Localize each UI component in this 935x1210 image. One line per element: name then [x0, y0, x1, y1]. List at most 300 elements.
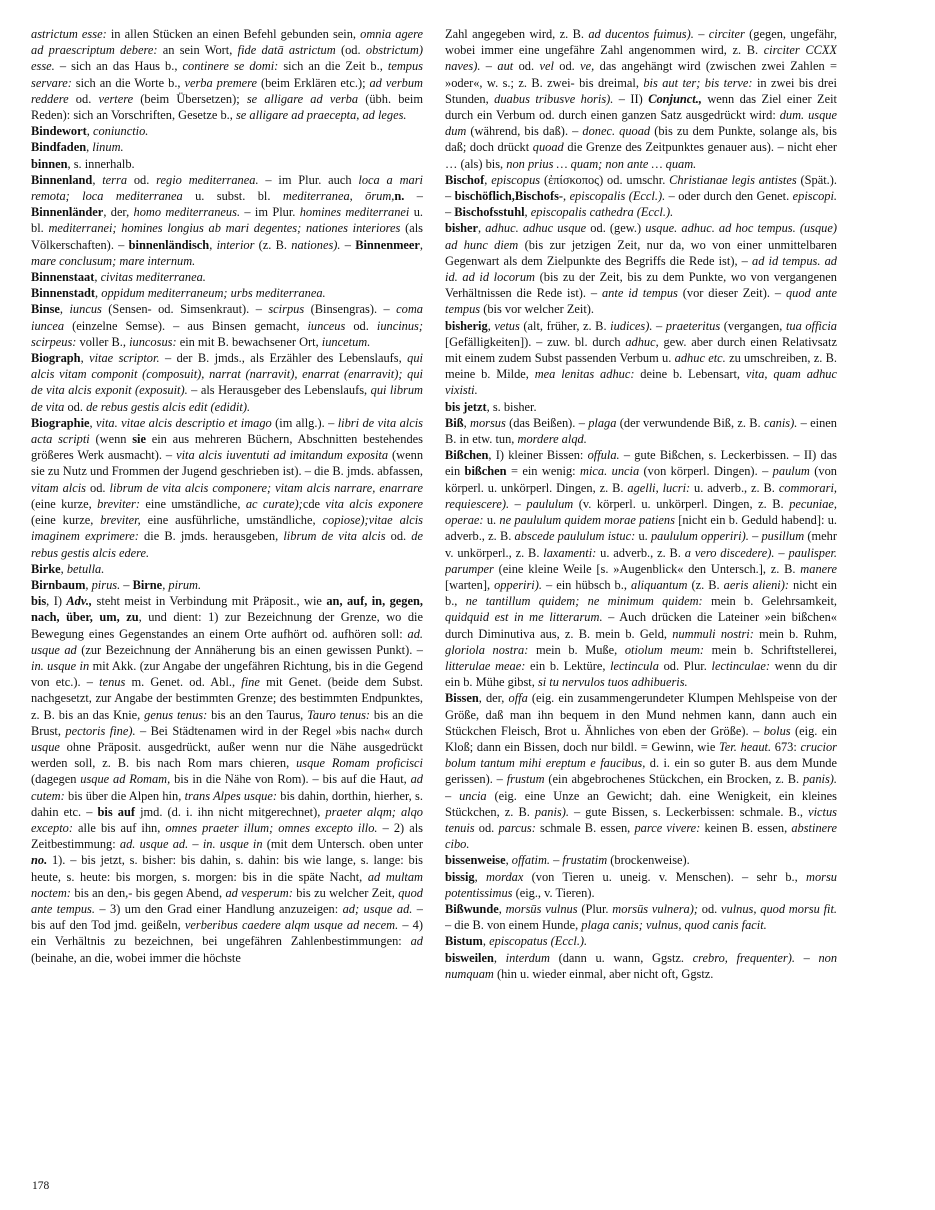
latin-phrase: aeris alieni):	[723, 577, 789, 592]
entry-text: (od.	[335, 43, 366, 58]
headword: n.	[394, 189, 405, 204]
entry-text: ,	[493, 950, 506, 965]
entry-text: zu umschreiben, z. B. meine b. Milde,	[445, 351, 837, 382]
entry-text: ,	[209, 237, 217, 252]
latin-phrase: fine	[241, 675, 260, 690]
latin-phrase: quidquid est in me litterarum.	[445, 610, 603, 625]
entry-text: wenn du dir ein b. Mühe gibst,	[445, 658, 837, 690]
entry-text: – 2) als Zeitbestimmung:	[31, 820, 423, 852]
entry-text: bis dahin, dorthin, hierher, s. dahin etc. –	[31, 788, 423, 819]
latin-phrase: ne paululum quidem morae patiens	[499, 513, 675, 528]
latin-phrase: laxamenti:	[543, 545, 597, 560]
entry-text: (dagegen	[31, 772, 81, 787]
headword: bis	[31, 594, 47, 609]
entry-text: –	[774, 545, 789, 560]
latin-phrase: vel	[539, 59, 554, 74]
entry-text: ein b. Lektüre,	[525, 658, 611, 673]
dictionary-entry	[445, 172, 837, 221]
headword: Binnenmeer	[355, 237, 420, 252]
latin-phrase: continere se domi:	[182, 59, 279, 74]
entry-text: ,	[478, 221, 486, 236]
headword: bis auf	[97, 804, 135, 819]
latin-phrase: mediterranei; homines longius ab mari degentes; nationes interiores	[48, 221, 401, 236]
entry-text: – im Plur. auch	[258, 172, 359, 187]
latin-phrase: aut	[497, 59, 514, 74]
entry-text: schmale B. essen,	[535, 820, 635, 835]
entry-text: nicht ein b.,	[445, 577, 837, 609]
entry-text: m. Genet. od. Abl.,	[125, 675, 242, 690]
latin-phrase: usque ad Romam,	[80, 772, 171, 787]
latin-phrase: ad; usque ad.	[342, 901, 413, 916]
latin-phrase: mediterranea, ōrum,	[282, 189, 395, 204]
latin-phrase: mare conclusum; mare internum.	[31, 253, 196, 268]
latin-phrase: qui alcis vitam componit (composuit), narrat (narravit), enarrat (enarravit); qui de vita alcis exponit (exposuit).	[31, 351, 423, 398]
entry-text: (dann u. wann, Ggstz.	[549, 950, 693, 965]
entry-text: (eig. ein Kloß; dann ein Bissen, doch nur bildl. = Gewinn, wie	[445, 723, 837, 754]
latin-phrase: ve,	[580, 59, 595, 74]
headword: bissig	[445, 869, 475, 884]
latin-phrase: iuncinus; scirpeus:	[31, 318, 423, 349]
latin-phrase: Tauro tenus:	[307, 707, 371, 722]
entry-text: – Auch drücken die Lateiner »ein bißchen« durch Diminutiva aus, z. B. mein b. Geld,	[445, 610, 837, 641]
latin-phrase: vita, quam adhuc vixisti.	[445, 367, 837, 398]
entry-text: bis zu welcher Zeit,	[292, 885, 399, 900]
entry-text: , und dient: 1) zur Bezeichnung der Grenze, wo die Bewegung eines Gegenstandes an einem Orte aufhört od. aufhören soll:	[31, 610, 423, 641]
entry-text: – Bei Städtenamen wird in der Regel »bis nach« durch	[135, 723, 423, 738]
dictionary-entry	[31, 350, 423, 415]
latin-phrase: oppidum mediterraneum; urbs mediterranea.	[101, 286, 326, 301]
entry-text: gew. aber durch einen Relativsatz mit einem zudem Subst passenden Verbum u.	[445, 334, 837, 366]
dictionary-entry	[445, 26, 837, 172]
latin-phrase: quod ante tempus	[445, 286, 837, 317]
latin-phrase: mea lenitas adhuc:	[534, 367, 635, 382]
entry-text: ,	[463, 415, 471, 430]
latin-phrase: pecuniae, operae:	[445, 496, 837, 528]
entry-text: –	[652, 318, 666, 333]
latin-phrase: parce vivere:	[634, 820, 701, 835]
entry-text: (eine kurze,	[31, 496, 98, 511]
latin-phrase: aliquantum	[631, 577, 688, 592]
latin-phrase: omnia agere ad praescriptum debere:	[31, 27, 423, 58]
latin-phrase: mordax	[485, 869, 524, 884]
entry-text: ein mit B. bewachsener Ort,	[176, 334, 322, 349]
latin-phrase: ad multam noctem:	[31, 869, 423, 900]
entry-text: (übh. beim Reden): sich an Vorschriften, Gesetze b.,	[31, 91, 423, 123]
latin-phrase: de rebus gestis alcis edere.	[31, 529, 423, 560]
entry-text: od.	[385, 529, 412, 544]
entry-text: bis über die Alpen hin,	[64, 788, 185, 803]
latin-phrase: ad ducentos fuimus).	[588, 27, 694, 41]
entry-text: die Grenze des Zeitpunktes genauer aus). – nicht eher … (als) bis,	[445, 140, 837, 171]
entry-text: (einzelne Semse). – aus Binsen gemacht,	[64, 318, 308, 333]
entry-text: (Plur.	[577, 901, 613, 916]
entry-text: (vor dieser Zeit). –	[677, 286, 786, 301]
entry-text: [Gefälligkeiten]). – zuw. bl. durch	[445, 334, 626, 349]
latin-phrase: in. usque in	[202, 837, 263, 852]
latin-phrase: bolus	[763, 723, 791, 738]
dictionary-entry	[445, 415, 837, 447]
entry-text: (wenn sie zu Nutz und Frommen der Jugend geschrieben ist). – die B. jmds. abfassen,	[31, 448, 423, 479]
latin-phrase: morsūs vulnus	[505, 901, 578, 916]
latin-phrase: librum de vita alcis componere; vitam alcis narrare, enarrare	[109, 480, 423, 495]
latin-phrase: panis).	[534, 804, 569, 819]
dictionary-entry	[31, 269, 423, 285]
latin-phrase: tua officia	[785, 318, 837, 333]
dictionary-entry	[445, 852, 837, 868]
latin-phrase: homines mediterranei	[299, 205, 410, 220]
latin-phrase: vita alcis exponere	[325, 496, 423, 511]
entry-text: , s. bisher.	[486, 399, 537, 414]
entry-text: deine b. Lebensart,	[634, 367, 746, 382]
entry-text: (hin u. wieder einmal, aber nicht oft, Ggstz.	[493, 966, 714, 981]
latin-phrase: circiter CCXX naves).	[445, 43, 837, 74]
entry-text: u. subst. bl.	[182, 189, 283, 204]
entry-text: (als Völkerschaften). –	[31, 221, 423, 252]
latin-phrase: vita. vitae alcis descriptio et imago	[96, 415, 272, 430]
dictionary-entry	[445, 690, 837, 852]
latin-phrase: bis aut ter; bis terve:	[643, 75, 753, 90]
latin-phrase: pusillum	[761, 529, 805, 544]
latin-phrase: offa	[508, 691, 528, 706]
entry-text: –	[509, 496, 527, 511]
headword: Birnbaum	[31, 577, 86, 592]
entry-text: –	[693, 27, 709, 41]
entry-text: (der verwundende Biß, z. B.	[616, 415, 764, 430]
latin-phrase: ac curate);	[245, 496, 303, 511]
entry-text: –	[480, 59, 498, 74]
dictionary-entry	[31, 139, 423, 155]
entry-text: sich an die Zeit b.,	[278, 59, 388, 74]
headword: bisher	[445, 221, 479, 236]
latin-phrase: adhuc etc.	[674, 351, 726, 366]
latin-phrase: iuncetum.	[321, 334, 371, 349]
latin-phrase: vitam alcis	[31, 480, 86, 495]
entry-text: od.	[553, 59, 581, 74]
latin-phrase: vita alcis iuventuti ad imitandum exposita	[176, 448, 389, 463]
entry-text: od.	[68, 91, 99, 106]
headword: Binse	[31, 302, 60, 317]
latin-phrase: uncia	[459, 788, 487, 803]
latin-phrase: iuncus	[69, 302, 102, 317]
entry-text: –	[188, 837, 203, 852]
entry-text: (eine kleine Weile [s. »Augenblick« den Untersch.], z. B.	[493, 561, 801, 576]
entry-text: ,	[92, 172, 103, 187]
dictionary-entry	[445, 950, 837, 982]
latin-phrase: genus tenus:	[144, 707, 208, 722]
entry-text: od. (gew.)	[586, 221, 646, 236]
entry-text: ,	[474, 869, 486, 884]
latin-phrase: agelli, lucri:	[627, 480, 691, 495]
entry-text: ,	[162, 577, 169, 592]
latin-phrase: copiose);vitae alcis imaginem exprimere:	[31, 513, 423, 544]
entry-text: – ein hübsch b.,	[541, 577, 631, 592]
latin-phrase: pectoris fine).	[65, 723, 136, 738]
entry-text: (Sensen- od. Simsenkraut). –	[101, 302, 269, 317]
latin-phrase: usque Romam proficisci	[296, 756, 423, 771]
latin-phrase: non prius … quam; non ante … quam.	[506, 156, 697, 171]
latin-phrase: circiter	[708, 27, 745, 41]
entry-text: ,	[89, 415, 97, 430]
entry-text: –	[550, 853, 563, 868]
entry-text: – die B. von einem Hunde,	[445, 918, 582, 933]
latin-phrase: breviter:	[97, 496, 140, 511]
headword: Bischofsstuhl	[454, 205, 525, 220]
latin-phrase: in. usque in	[31, 658, 90, 673]
headword: Binnenländer	[31, 205, 104, 220]
latin-phrase: betulla.	[66, 561, 105, 576]
latin-phrase: coma iuncea	[31, 302, 423, 333]
entry-text: bis an die Brust,	[31, 707, 423, 738]
entry-text: 673:	[771, 739, 801, 754]
latin-phrase: gloriola nostra:	[445, 642, 529, 657]
latin-phrase: frustum	[506, 772, 545, 787]
entry-text: (mit dem Untersch. oben unter	[262, 837, 423, 852]
grammar-label: no.	[31, 853, 48, 868]
entry-text: ,	[85, 577, 92, 592]
entry-text: (bis zu der Zeit, bis zu dem Punkte, wo von vergangenen Verhältnissen die Rede ist). –	[445, 270, 837, 301]
headword: bißchen	[464, 464, 507, 479]
latin-phrase: omnes praeter illum; omnes excepto illo.	[165, 820, 378, 835]
entry-text: (im allg.). –	[271, 415, 338, 430]
grammar-label: Adv.,	[66, 594, 93, 609]
latin-phrase: otiolum meum:	[624, 642, 705, 657]
latin-phrase: scirpus	[268, 302, 305, 317]
latin-phrase: paululum	[526, 496, 574, 511]
headword: Biographie	[31, 415, 90, 430]
headword: Bindfaden	[31, 140, 87, 155]
entry-text: mein b. Schriftstellerei,	[704, 642, 837, 657]
latin-phrase: de rebus gestis alcis edit (edidit).	[86, 399, 251, 414]
latin-phrase: astrictum esse:	[31, 27, 107, 41]
latin-phrase: terra	[102, 172, 128, 187]
entry-text: ein aus mehreren Büchern, Abschnitten bestehendes größeres Werk ausmacht). –	[31, 432, 423, 463]
headword: bischöflich,Bischofs-	[454, 189, 564, 204]
entry-text: od.	[474, 820, 499, 835]
entry-text: mein b. Gelehrsamkeit,	[702, 594, 837, 609]
entry-text: – gute Bissen, s. Leckerbissen: schmale. B.,	[568, 804, 809, 819]
latin-phrase: civitas mediterranea.	[100, 270, 206, 285]
page-number: 178	[32, 1180, 50, 1192]
latin-phrase: breviter,	[100, 513, 141, 528]
latin-phrase: opperiri).	[494, 577, 542, 592]
headword: sie	[132, 432, 146, 447]
entry-text: od.	[513, 59, 540, 74]
latin-phrase: a vero discedere).	[684, 545, 775, 560]
entry-text: [nicht ein b. Geduld habend]: u. adverb., z. B.	[445, 513, 837, 544]
latin-phrase: praeter alqm; alqo excepto:	[31, 804, 423, 835]
entry-text: (beim Erklären etc.);	[257, 75, 370, 90]
latin-phrase: ad vesperum:	[225, 885, 293, 900]
entry-text: ,	[59, 302, 70, 317]
entry-text: – gute Bißchen, s. Leckerbissen. – II) das ein	[445, 448, 837, 479]
latin-phrase: episcopus	[491, 172, 541, 187]
entry-text: –	[794, 950, 819, 965]
entry-text: – im Plur.	[240, 205, 300, 220]
dictionary-entry	[445, 869, 837, 901]
latin-phrase: commorari, requiescere).	[445, 480, 837, 511]
latin-phrase: offula.	[587, 448, 620, 463]
dictionary-entry	[31, 172, 423, 269]
latin-phrase: ad	[410, 934, 423, 949]
entry-text: ,	[524, 205, 531, 220]
entry-text: od. Plur.	[658, 658, 712, 673]
latin-phrase: donec. quoad	[582, 124, 651, 139]
latin-phrase: plaga	[588, 415, 617, 430]
headword: Birke	[31, 561, 61, 576]
dictionary-entry	[31, 156, 423, 172]
entry-text: 1). – bis jetzt, s. bisher: bis dahin, s. dahin: bis wie lange, s. lange: bis heute, s. heute: bis morgen, s. morgen: bis in die späte Nacht,	[31, 853, 423, 884]
entry-text: –	[120, 577, 133, 592]
latin-phrase: morsus	[470, 415, 506, 430]
entry-text: (von körperl. Dingen). –	[639, 464, 773, 479]
entry-text: (bis zu dem Punkte, solange als, bis daß; doch drückt	[445, 124, 837, 155]
entry-text: – 4) ein Verhältnis zu bezeichnen, bei ungefähren Zahlenbestimmungen:	[31, 918, 423, 949]
latin-phrase: parcus:	[498, 820, 536, 835]
dictionary-entry	[445, 318, 837, 399]
entry-text: –	[445, 205, 455, 220]
latin-phrase: tenus	[99, 675, 126, 690]
entry-text: od.	[64, 399, 87, 414]
latin-phrase: verberibus caedere alqm usque ad necem.	[184, 918, 399, 933]
entry-text: = ein wenig:	[506, 464, 581, 479]
entry-text: mein b. Muße,	[528, 642, 625, 657]
dictionary-entry	[445, 399, 837, 415]
latin-phrase: usque	[31, 739, 60, 754]
entry-text: voller B.,	[76, 334, 130, 349]
latin-phrase: offatim.	[511, 853, 551, 868]
entry-text: (alt, früher, z. B.	[519, 318, 611, 333]
entry-text: ,	[484, 172, 492, 187]
headword: Biß	[445, 415, 464, 430]
entry-text: –	[748, 529, 762, 544]
dictionary-entry	[445, 447, 837, 690]
latin-phrase: paululum opperiri).	[650, 529, 749, 544]
latin-phrase: vulnus, quod morsu fit.	[721, 901, 837, 916]
entry-text: , I) kleiner Bissen:	[488, 448, 588, 463]
latin-phrase: episcopatus (Eccl.).	[489, 934, 588, 949]
entry-text: u. bl.	[31, 205, 423, 236]
latin-phrase: ad. usque ad	[31, 626, 423, 657]
latin-phrase: crebro, frequenter).	[692, 950, 795, 965]
entry-text: (wenn	[89, 432, 133, 447]
latin-phrase: quoad	[532, 140, 564, 155]
entry-text: sich an die Worte b.,	[71, 75, 185, 90]
latin-phrase: quod ante tempus.	[31, 885, 423, 916]
headword: bisherig	[445, 318, 488, 333]
entry-text: ,	[95, 286, 102, 301]
latin-phrase: regio mediterranea.	[156, 172, 259, 187]
latin-phrase: adhuc. adhuc usque	[485, 221, 587, 236]
dictionary-entry	[445, 901, 837, 933]
latin-phrase: si tu nervulos tuos adhibueris.	[537, 675, 688, 690]
latin-phrase: nummuli nostri:	[672, 626, 754, 641]
latin-phrase: usque. adhuc. ad hoc tempus. (usque) ad hunc diem	[445, 221, 837, 252]
latin-phrase: homo mediterraneus.	[133, 205, 241, 220]
entry-text: bis an den,- bis gegen Abend,	[70, 885, 226, 900]
entry-text: (von Tieren u. uneig. v. Menschen). – sehr b.,	[523, 869, 806, 884]
latin-phrase: litterulae meae:	[445, 658, 526, 673]
latin-phrase: canis).	[763, 415, 798, 430]
headword: Bischof	[445, 172, 485, 187]
entry-text: – bis auf den Tod jmd. geißeln,	[31, 901, 423, 933]
dictionary-entry	[31, 577, 423, 593]
latin-phrase: plaga canis; vulnus, quod canis facit.	[581, 918, 767, 933]
entry-text: steht meist in Verbindung mit Präposit., wie	[92, 594, 327, 609]
dictionary-entry	[31, 415, 423, 561]
latin-phrase: dum. usque dum	[445, 108, 837, 139]
entry-text: ,	[86, 140, 93, 155]
latin-phrase: trans Alpes usque:	[184, 788, 277, 803]
latin-phrase: ad id tempus. ad id. ad id locorum	[445, 253, 837, 285]
dictionary-entry	[31, 561, 423, 577]
left-column	[31, 26, 423, 1176]
entry-text: in allen Stücken an einen Befehl gebunden sein,	[106, 27, 361, 41]
headword: binnen	[31, 156, 68, 171]
entry-text: (eig. ein zusammengerundeter Klumpen Mehlspeise von der Größe, daß man ihn bequem in den Mund nehmen kann, dann auch ein Stückchen Fleisch, Brot u. Ähnliches von eben der Größe). –	[445, 691, 837, 738]
latin-phrase: vitae scriptor.	[89, 351, 160, 366]
entry-text: (zur Bezeichnung der Annäherung bis an einen gewissen Punkt). –	[76, 642, 423, 657]
entry-text: (z. B.	[254, 237, 292, 252]
headword: bisweilen	[445, 950, 494, 965]
entry-text: (v. körperl. u. unkörperl. Dingen, z. B.	[573, 496, 790, 511]
entry-text: die B. jmds. herausgeben,	[138, 529, 284, 544]
latin-phrase: linum.	[92, 140, 124, 155]
latin-phrase: obstrictum) esse.	[31, 43, 423, 74]
right-column	[445, 26, 837, 1176]
entry-text: bis an den Taurus,	[207, 707, 308, 722]
entry-text: (beinahe, an die, wobei immer die höchste	[31, 950, 241, 965]
headword: Binnenstaat	[31, 270, 95, 285]
latin-phrase: panis).	[802, 772, 837, 787]
entry-text: jmd. (d. i. ihn nicht mitgerechnet),	[134, 804, 326, 819]
entry-text: (eine kurze,	[31, 513, 101, 528]
latin-phrase: ne tantillum quidem; ne minimum quidem:	[465, 594, 703, 609]
latin-phrase: lectincula	[610, 658, 659, 673]
latin-phrase: morsu potentissimus	[445, 869, 837, 900]
latin-phrase: librum de vita alcis	[283, 529, 386, 544]
latin-phrase: se alligare ad praecepta, ad leges.	[235, 108, 407, 123]
entry-text: in zwei bis drei Stunden,	[445, 75, 837, 106]
latin-phrase: Ter. heaut.	[719, 739, 772, 754]
entry-text: –	[340, 237, 356, 252]
entry-text: ,	[94, 270, 101, 285]
headword: an, auf, in, gegen, nach, über, um, zu	[31, 594, 423, 625]
entry-text: od.	[127, 172, 157, 187]
entry-text: (während, bis daß). –	[466, 124, 583, 139]
dictionary-entry	[445, 220, 837, 317]
entry-text: Zahl angegeben wird, z. B.	[445, 27, 589, 41]
entry-text: eine ausführliche, umständliche,	[140, 513, 323, 528]
entry-text: u.	[635, 529, 651, 544]
entry-text: , s. innerhalb.	[67, 156, 135, 171]
entry-text: od.	[697, 901, 722, 916]
headword: Bissen	[445, 691, 479, 706]
latin-phrase: ad cutem:	[31, 772, 423, 803]
entry-text: bis in die Nähe von Rom). – bis auf die Haut,	[170, 772, 411, 787]
latin-phrase: pirum.	[168, 577, 202, 592]
entry-text: ,	[60, 561, 67, 576]
entry-text: (vergangen,	[720, 318, 786, 333]
entry-text: (ein abgebrochenes Stückchen, ein Brocken, z. B.	[544, 772, 803, 787]
latin-phrase: lectinculae:	[711, 658, 770, 673]
entry-text: od.	[345, 318, 377, 333]
entry-text: (mehr v. unkörperl., z. B.	[445, 529, 837, 560]
headword: Binnenstadt	[31, 286, 96, 301]
entry-text: (eig. eine Unze an Gewicht; dah. eine Wenigkeit, ein kleines Stückchen, z. B.	[445, 788, 837, 819]
entry-text: das angehängt wird (zwischen zwei Zahlen = »oder«, w. s.; z. B. zwei- bis dreimal,	[445, 59, 837, 90]
latin-phrase: manere	[800, 561, 837, 576]
entry-text: (beim Übersetzen);	[133, 91, 247, 106]
